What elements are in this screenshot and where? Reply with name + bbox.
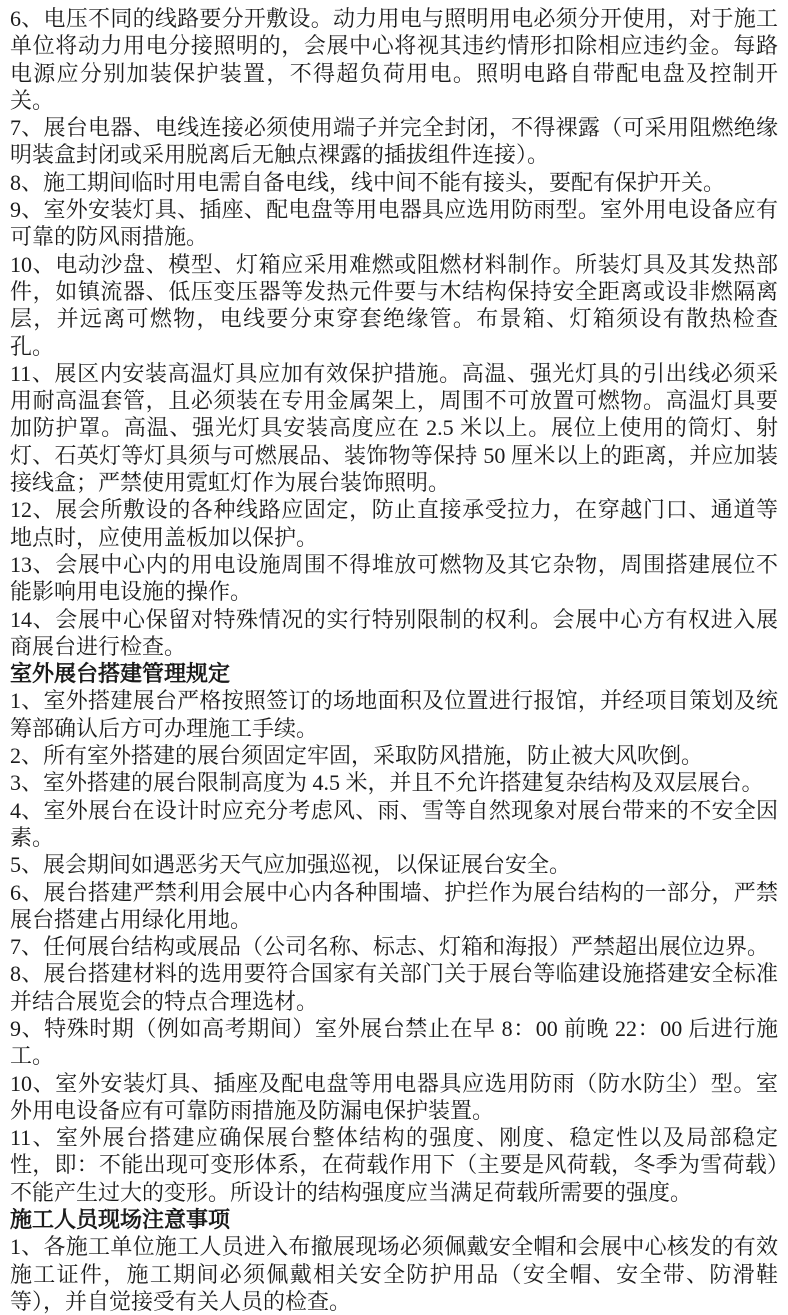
regulation-paragraph: 11、室外展台搭建应确保展台整体结构的强度、刚度、稳定性以及局部稳定性，即：不能出现可变形体系，在荷载作用下（主要是风荷载，冬季为雪荷载）不能产生过大的变形。所设计的结构强度应当满足荷载所需要的强度。 bbox=[10, 1125, 778, 1205]
regulation-paragraph: 7、展台电器、电线连接必须使用端子并完全封闭，不得裸露（可采用阻燃绝缘明装盒封闭或采用脱离后无触点裸露的插拔组件连接）。 bbox=[10, 115, 778, 168]
regulation-paragraph: 1、各施工单位施工人员进入布撤展现场必须佩戴安全帽和会展中心核发的有效施工证件，施工期间必须佩戴相关安全防护用品（安全帽、安全带、防滑鞋等），并自觉接受有关人员的检查。 bbox=[10, 1234, 778, 1314]
regulation-paragraph: 14、会展中心保留对特殊情况的实行特别限制的权利。会展中心方有权进入展商展台进行检查。 bbox=[10, 606, 778, 659]
regulation-paragraph: 6、电压不同的线路要分开敷设。动力用电与照明用电必须分开使用，对于施工单位将动力用电分接照明的，会展中心将视其违约情形扣除相应违约金。每路电源应分别加装保护装置，不得超负荷用电。照明电路自带配电盘及控制开关。 bbox=[10, 6, 778, 113]
regulation-paragraph: 10、电动沙盘、模型、灯箱应采用难燃或阻燃材料制作。所装灯具及其发热部件，如镇流器、低压变压器等发热元件要与木结构保持安全距离或设非燃隔离层，并远离可燃物，电线要分束穿套绝缘管。布景箱、灯箱须设有散热检查孔。 bbox=[10, 251, 778, 359]
regulation-paragraph: 11、展区内安装高温灯具应加有效保护措施。高温、强光灯具的引出线必须采用耐高温套管，且必须装在专用金属架上，周围不可放置可燃物。高温灯具要加防护罩。高温、强光灯具安装高度应在 2.5 米以上。展位上使用的筒灯、射灯、石英灯等灯具须与可燃展品、装饰物等保持 50 厘米以上的距离，并应加装接线盒；严禁使用霓虹灯作为展台装饰照明。 bbox=[10, 360, 778, 496]
section-heading: 施工人员现场注意事项 bbox=[10, 1207, 231, 1233]
regulation-paragraph: 13、会展中心内的用电设施周围不得堆放可燃物及其它杂物，周围搭建展位不能影响用电设施的操作。 bbox=[10, 551, 778, 605]
regulation-paragraph: 9、室外安装灯具、插座、配电盘等用电器具应选用防雨型。室外用电设备应有可靠的防风雨措施。 bbox=[10, 197, 778, 250]
regulation-paragraph: 9、特殊时期（例如高考期间）室外展台禁止在早 8：00 前晚 22：00 后进行施工。 bbox=[10, 1015, 778, 1069]
regulation-paragraph: 1、室外搭建展台严格按照签订的场地面积及位置进行报馆，并经项目策划及统筹部确认后方可办理施工手续。 bbox=[10, 688, 778, 741]
regulation-paragraph: 10、室外安装灯具、插座及配电盘等用电器具应选用防雨（防水防尘）型。室外用电设备应有可靠防雨措施及防漏电保护装置。 bbox=[10, 1070, 778, 1123]
regulation-paragraph: 2、所有室外搭建的展台须固定牢固，采取防风措施，防止被大风吹倒。 bbox=[10, 743, 704, 769]
regulation-paragraph: 12、展会所敷设的各种线路应固定，防止直接承受拉力，在穿越门口、通道等地点时，应使用盖板加以保护。 bbox=[10, 497, 778, 550]
regulation-paragraph: 4、室外展台在设计时应充分考虑风、雨、雪等自然现象对展台带来的不安全因素。 bbox=[10, 797, 778, 850]
regulation-paragraph: 6、展台搭建严禁利用会展中心内各种围墙、护拦作为展台结构的一部分，严禁展台搭建占用绿化用地。 bbox=[10, 879, 778, 932]
regulation-paragraph: 8、展台搭建材料的选用要符合国家有关部门关于展台等临建设施搭建安全标准并结合展览会的特点合理选材。 bbox=[10, 961, 778, 1014]
regulation-paragraph: 8、施工期间临时用电需自备电线，线中间不能有接头，要配有保护开关。 bbox=[10, 169, 726, 195]
regulation-paragraph: 5、展会期间如遇恶劣天气应加强巡视，以保证展台安全。 bbox=[10, 852, 572, 878]
section-heading: 室外展台搭建管理规定 bbox=[10, 661, 231, 687]
regulation-paragraph: 3、室外搭建的展台限制高度为 4.5 米，并且不允许搭建复杂结构及双层展台。 bbox=[10, 770, 764, 796]
regulation-paragraph: 7、任何展台结构或展品（公司名称、标志、灯箱和海报）严禁超出展位边界。 bbox=[10, 934, 770, 960]
